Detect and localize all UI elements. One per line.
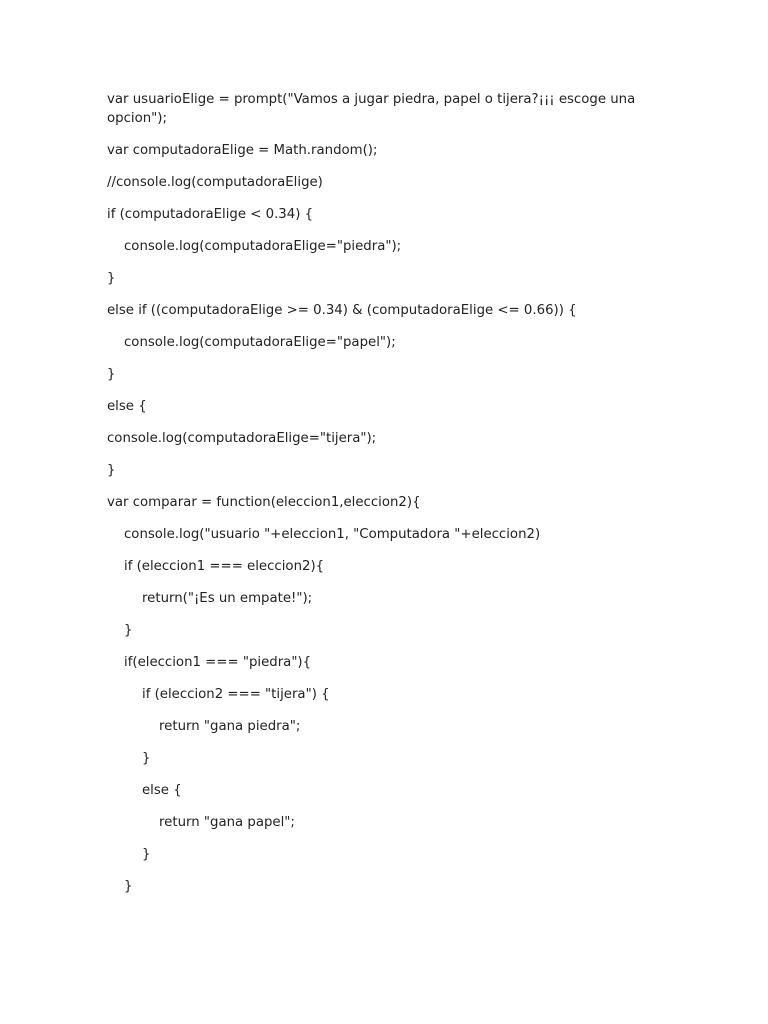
code-line: else { [142,783,182,798]
code-line: console.log(computadoraElige="piedra"); [124,239,402,254]
code-line: var comparar = function(eleccion1,eleccion2){ [107,495,421,510]
code-line: var usuarioElige = prompt("Vamos a jugar piedra, papel o tijera?¡¡¡ escoge una opcion"); [107,92,640,126]
code-line: return "gana piedra"; [159,719,301,734]
code-line: console.log(computadoraElige="tijera"); [107,431,377,446]
code-line: } [124,879,133,894]
code-line: } [124,623,133,638]
code-line: } [142,847,151,862]
code-line: else if ((computadoraElige >= 0.34) & (computadoraElige <= 0.66)) { [107,303,577,318]
code-line: console.log(computadoraElige="papel"); [124,335,396,350]
code-line: if(eleccion1 === "piedra"){ [124,655,312,670]
code-line: return "gana papel"; [159,815,295,830]
code-line: if (eleccion2 === "tijera") { [142,687,330,702]
code-line: else { [107,399,147,414]
code-line: } [107,463,116,478]
code-line: } [142,751,151,766]
code-line: //console.log(computadoraElige) [107,175,323,190]
code-line: } [107,367,116,382]
code-line: if (eleccion1 === eleccion2){ [124,559,325,574]
code-line: return("¡Es un empate!"); [142,591,313,606]
code-line: } [107,271,116,286]
code-line: console.log("usuario "+eleccion1, "Computadora "+eleccion2) [124,527,541,542]
code-listing [107,90,667,909]
code-line: var computadoraElige = Math.random(); [107,143,378,158]
code-line: if (computadoraElige < 0.34) { [107,207,314,222]
